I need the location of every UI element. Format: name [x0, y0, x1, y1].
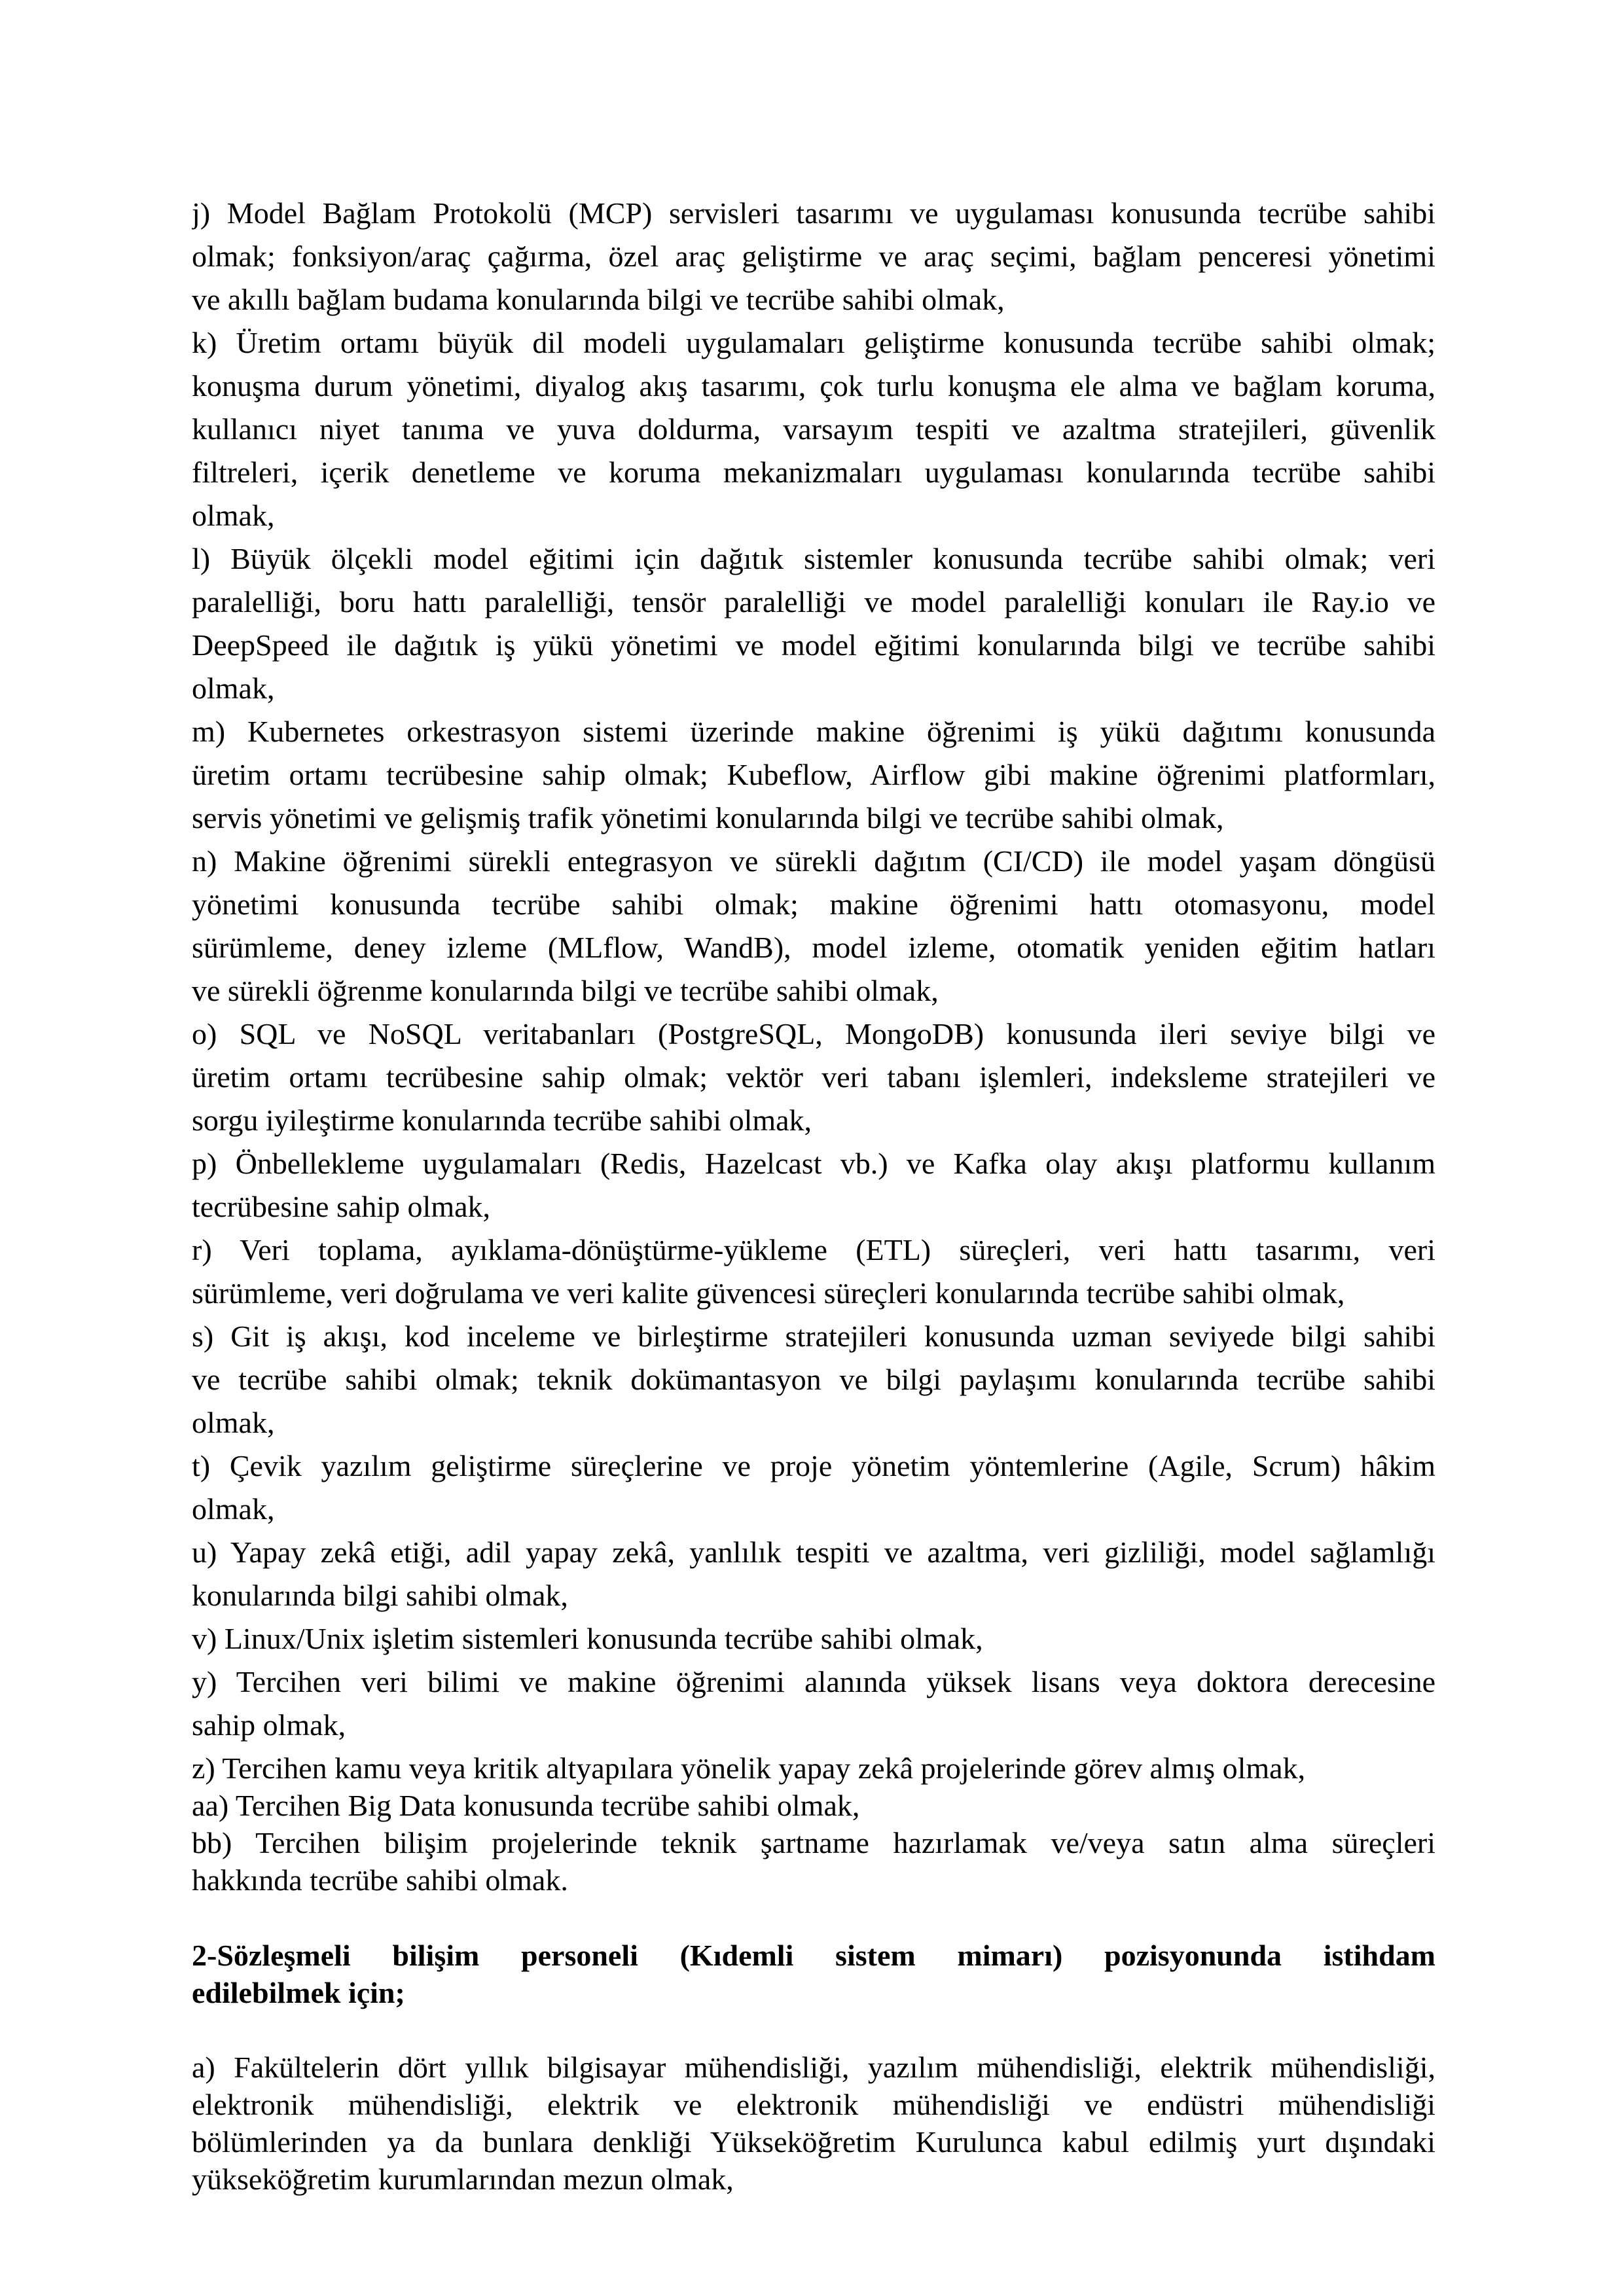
- list-item-u-line: u) Yapay zekâ etiği, adil yapay zekâ, yanlılık tespiti ve azaltma, veri gizliliği, model sağlamlığı: [192, 1535, 1435, 1569]
- list-item-r-line: r) Veri toplama, ayıklama-dönüştürme-yükleme (ETL) süreçleri, veri hattı tasarımı, veri: [192, 1233, 1435, 1266]
- list-item-p-line: p) Önbellekleme uygulamaları (Redis, Hazelcast vb.) ve Kafka olay akışı platformu kullanım: [192, 1147, 1435, 1180]
- list-item-j-line: olmak; fonksiyon/araç çağırma, özel araç geliştirme ve araç seçimi, bağlam penceresi yönetimi: [192, 240, 1435, 273]
- list-item-k-line: olmak,: [192, 499, 275, 532]
- list-item-u-line: konularında bilgi sahibi olmak,: [192, 1579, 568, 1612]
- list-item-j-line: j) Model Bağlam Protokolü (MCP) servisleri tasarımı ve uygulaması konusunda tecrübe sahibi: [192, 196, 1435, 230]
- list-item-n-line: n) Makine öğrenimi sürekli entegrasyon ve sürekli dağıtım (CI/CD) ile model yaşam döngüsü: [192, 844, 1435, 878]
- section-item-a-line: elektronik mühendisliği, elektrik ve elektronik mühendisliği ve endüstri mühendisliği: [192, 2088, 1435, 2121]
- list-item-s-line: ve tecrübe sahibi olmak; teknik dokümantasyon ve bilgi paylaşımı konularında tecrübe sahibi: [192, 1363, 1435, 1396]
- list-item-bb-line: hakkında tecrübe sahibi olmak.: [192, 1863, 568, 1897]
- list-item-k-line: filtreleri, içerik denetleme ve koruma mekanizmaları uygulaması konularında tecrübe sahibi: [192, 456, 1435, 489]
- section-item-a-line: bölümlerinden ya da bunlara denkliği Yükseköğretim Kurulunca kabul edilmiş yurt dışındaki: [192, 2125, 1435, 2159]
- list-item-n-line: ve sürekli öğrenme konularında bilgi ve tecrübe sahibi olmak,: [192, 974, 939, 1007]
- section-item-a-line: a) Fakültelerin dört yıllık bilgisayar mühendisliği, yazılım mühendisliği, elektrik mühendisliği,: [192, 2051, 1435, 2084]
- section-heading-line: edilebilmek için;: [192, 1976, 405, 2009]
- list-item-n-line: yönetimi konusunda tecrübe sahibi olmak; makine öğrenimi hattı otomasyonu, model: [192, 888, 1435, 921]
- list-item-t-line: olmak,: [192, 1492, 275, 1526]
- list-item-k-line: k) Üretim ortamı büyük dil modeli uygulamaları geliştirme konusunda tecrübe sahibi olmak;: [192, 326, 1435, 359]
- list-item-bb-line: bb) Tercihen bilişim projelerinde teknik şartname hazırlamak ve/veya satın alma süreçleri: [192, 1826, 1435, 1859]
- list-item-m-line: üretim ortamı tecrübesine sahip olmak; Kubeflow, Airflow gibi makine öğrenimi platformları,: [192, 758, 1435, 791]
- list-item-l-line: paralelliği, boru hattı paralelliği, tensör paralelliği ve model paralelliği konuları ile Ray.io ve: [192, 585, 1435, 619]
- list-item-o-line: o) SQL ve NoSQL veritabanları (PostgreSQL, MongoDB) konusunda ileri seviye bilgi ve: [192, 1017, 1435, 1050]
- list-item-l-line: DeepSpeed ile dağıtık iş yükü yönetimi ve model eğitimi konularında bilgi ve tecrübe sahibi: [192, 628, 1435, 662]
- list-item-y-line: sahip olmak,: [192, 1708, 346, 1742]
- list-item-s-line: s) Git iş akışı, kod inceleme ve birleştirme stratejileri konusunda uzman seviyede bilgi sahibi: [192, 1319, 1435, 1353]
- list-item-s-line: olmak,: [192, 1406, 275, 1439]
- list-item-p-line: tecrübesine sahip olmak,: [192, 1190, 491, 1223]
- list-item-o-line: üretim ortamı tecrübesine sahip olmak; vektör veri tabanı işlemleri, indeksleme stratejileri ve: [192, 1060, 1435, 1094]
- list-item-n-line: sürümleme, deney izleme (MLflow, WandB), model izleme, otomatik yeniden eğitim hatları: [192, 931, 1435, 964]
- list-item-m-line: servis yönetimi ve gelişmiş trafik yönetimi konularında bilgi ve tecrübe sahibi olmak,: [192, 801, 1224, 834]
- list-item-k-line: konuşma durum yönetimi, diyalog akış tasarımı, çok turlu konuşma ele alma ve bağlam koruma,: [192, 369, 1435, 403]
- list-item-j-line: ve akıllı bağlam budama konularında bilgi ve tecrübe sahibi olmak,: [192, 283, 1005, 316]
- list-item-v-line: v) Linux/Unix işletim sistemleri konusunda tecrübe sahibi olmak,: [192, 1622, 983, 1655]
- section-heading-line: 2-Sözleşmeli bilişim personeli (Kıdemli sistem mimarı) pozisyonunda istihdam: [192, 1939, 1435, 1972]
- section-item-a-line: yükseköğretim kurumlarından mezun olmak,: [192, 2162, 734, 2196]
- list-item-z-line: z) Tercihen kamu veya kritik altyapılara yönelik yapay zekâ projelerinde görev almış olmak,: [192, 1751, 1306, 1785]
- list-item-y-line: y) Tercihen veri bilimi ve makine öğrenimi alanında yüksek lisans veya doktora derecesine: [192, 1665, 1435, 1698]
- list-item-o-line: sorgu iyileştirme konularında tecrübe sahibi olmak,: [192, 1103, 812, 1137]
- list-item-t-line: t) Çevik yazılım geliştirme süreçlerine ve proje yönetim yöntemlerine (Agile, Scrum) hâkim: [192, 1449, 1435, 1482]
- list-item-m-line: m) Kubernetes orkestrasyon sistemi üzerinde makine öğrenimi iş yükü dağıtımı konusunda: [192, 715, 1435, 748]
- list-item-k-line: kullanıcı niyet tanıma ve yuva doldurma, varsayım tespiti ve azaltma stratejileri, güvenlik: [192, 412, 1435, 446]
- list-item-r-line: sürümleme, veri doğrulama ve veri kalite güvencesi süreçleri konularında tecrübe sahibi olmak,: [192, 1276, 1345, 1310]
- list-item-aa-line: aa) Tercihen Big Data konusunda tecrübe sahibi olmak,: [192, 1789, 860, 1822]
- list-item-l-line: olmak,: [192, 672, 275, 705]
- list-item-l-line: l) Büyük ölçekli model eğitimi için dağıtık sistemler konusunda tecrübe sahibi olmak; veri: [192, 542, 1435, 575]
